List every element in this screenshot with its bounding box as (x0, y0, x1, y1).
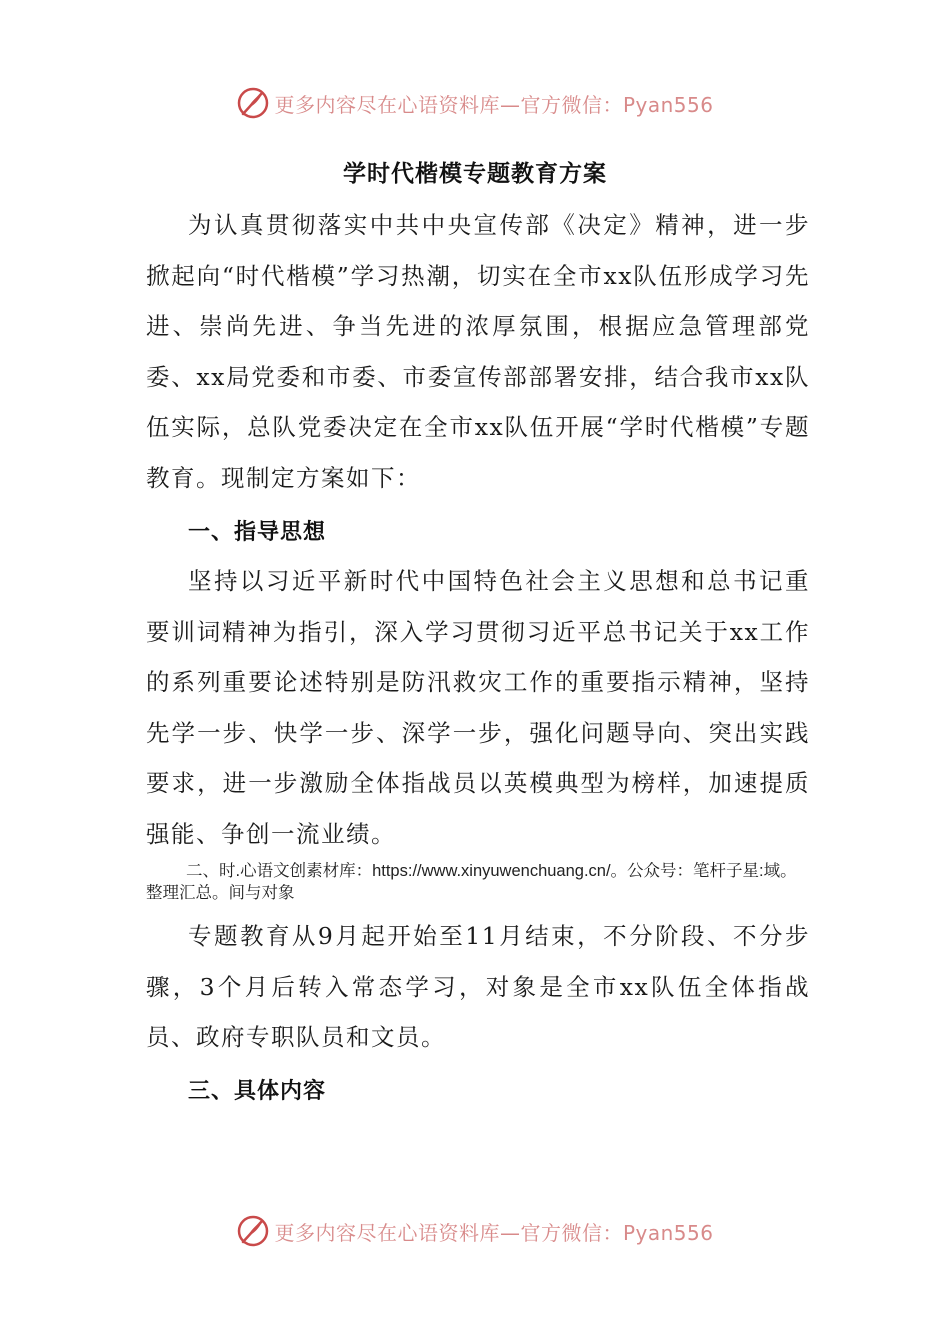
watermark-text: 更多内容尽在心语资料库—官方微信：Pyan556 (274, 1220, 714, 1245)
section-heading-content: 三、具体内容 (188, 1079, 327, 1104)
section2-paragraph: 专题教育从9月起开始至11月结束，不分阶段、不分步骤，3个月后转入常态学习，对象是全市xx队伍全体指战员、政府专职队员和文员。 (146, 922, 810, 1051)
intro-paragraph: 为认真贯彻落实中共中央宣传部《决定》精神，进一步掀起向“时代楷模”学习热潮，切实在全市xx队伍形成学习先进、崇尚先进、争当先进的浓厚氛围，根据应急管理部党委、xx局党委和市委、市委宣传部部署安排，结合我市xx队伍实际，总队党委决定在全市xx队伍开展“学时代楷模”专题教育。现制定方案如下： (146, 211, 810, 492)
section1-paragraph: 坚持以习近平新时代中国特色社会主义思想和总书记重要训词精神为指引，深入学习贯彻习近平总书记关于xx工作的系列重要论述特别是防汛救灾工作的重要指示精神，坚持先学一步、快学一步、深学一步，强化问题导向、突出实践要求，进一步激励全体指战员以英模典型为榜样，加速提质强能、争创一流业绩。 (146, 567, 810, 848)
section-heading-guiding-ideology: 一、指导思想 (188, 520, 327, 545)
section2-heading-line: 二、时.心语文创素材库：https://www.xinyuwenchuang.cn/。公众号：笔杆子星:域。整理汇总。间与对象 (146, 862, 797, 902)
footer-watermark-banner (0, 1206, 950, 1256)
watermark-text: 更多内容尽在心语资料库—官方微信：Pyan556 (274, 92, 714, 117)
quill-logo-icon (236, 1214, 270, 1248)
header-watermark-banner (0, 78, 950, 128)
quill-logo-icon (236, 86, 270, 120)
document-title: 学时代楷模专题教育方案 (343, 161, 607, 187)
